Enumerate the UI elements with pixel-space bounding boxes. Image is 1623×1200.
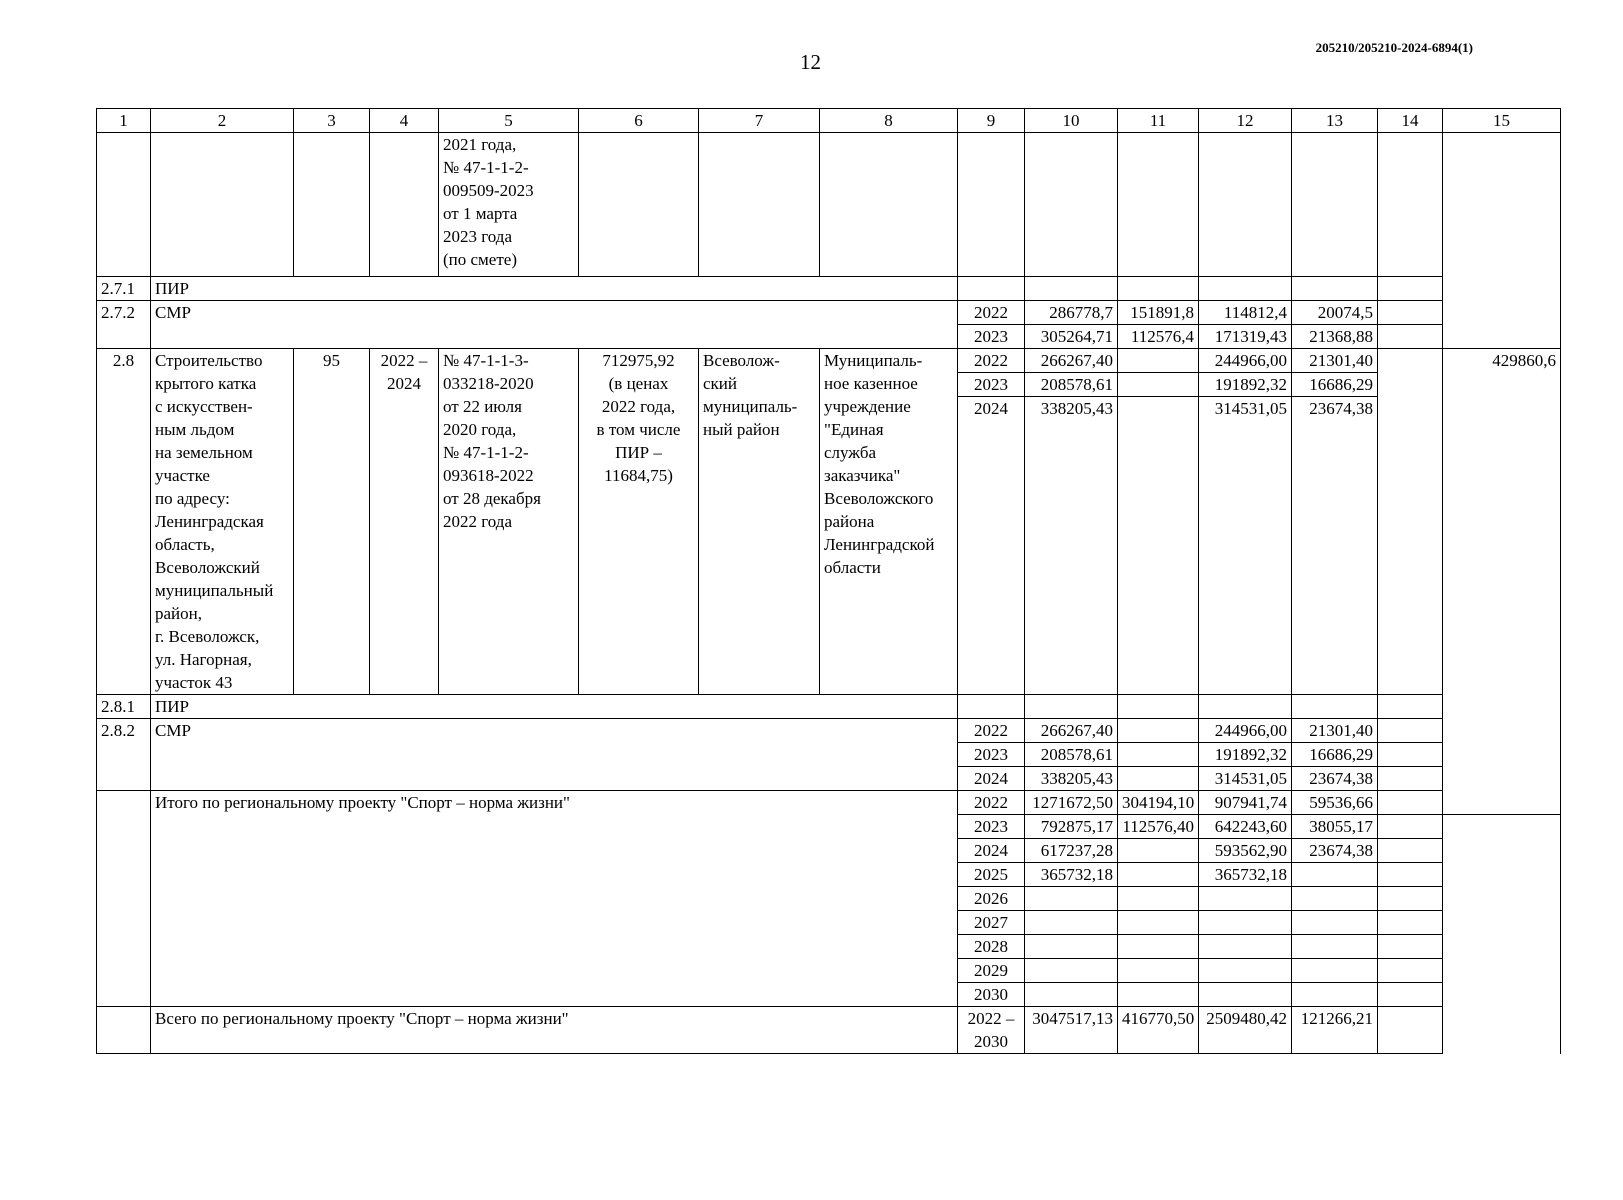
header-cell: 5 (439, 109, 579, 133)
value-cell: 266267,40 (1025, 719, 1118, 743)
object-name: Строительство крытого катка с искусствен- ным льдом на земельном участке по адресу: Ленинградская область, Всеволожский муниципальный район, г. Всеволожск, ул. Нагорная, участок 43 (151, 349, 294, 695)
budget-table-container (96, 108, 1560, 1054)
year-cell: 2030 (958, 983, 1025, 1007)
year-cell: 2022 (958, 349, 1025, 373)
value-cell (1118, 911, 1199, 935)
value-cell (1118, 767, 1199, 791)
value-cell (1292, 983, 1378, 1007)
year-cell: 2024 (958, 397, 1025, 695)
value-cell: 21301,40 (1292, 719, 1378, 743)
value-cell (1025, 887, 1118, 911)
page-number: 12 (800, 50, 821, 74)
value-cell: 23674,38 (1292, 397, 1378, 695)
value-cell (1118, 349, 1199, 373)
value-cell (1199, 959, 1292, 983)
row-label: ПИР (151, 277, 958, 301)
row-label: ПИР (151, 695, 958, 719)
row-number: 2.8.1 (97, 695, 151, 719)
value-cell: 314531,05 (1199, 767, 1292, 791)
value-cell: 21368,88 (1292, 325, 1378, 349)
header-cell: 14 (1378, 109, 1443, 133)
header-cell: 1 (97, 109, 151, 133)
capacity-cell: 95 (294, 349, 370, 695)
value-cell (1118, 887, 1199, 911)
year-cell: 2026 (958, 887, 1025, 911)
value-cell: 16686,29 (1292, 373, 1378, 397)
value-cell: 365732,18 (1025, 863, 1118, 887)
header-cell: 2 (151, 109, 294, 133)
year-cell: 2024 (958, 767, 1025, 791)
value-cell: 1271672,50 (1025, 791, 1118, 815)
value-cell (1118, 397, 1199, 695)
row-number: 2.7.1 (97, 277, 151, 301)
header-cell: 15 (1443, 109, 1561, 133)
value-cell: 304194,10 (1118, 791, 1199, 815)
value-cell (1025, 983, 1118, 1007)
header-cell: 8 (820, 109, 958, 133)
value-cell (1025, 911, 1118, 935)
value-cell (1025, 935, 1118, 959)
subtotal-label: Итого по региональному проекту "Спорт – норма жизни" (151, 791, 958, 1007)
value-cell (1118, 839, 1199, 863)
value-cell: 112576,4 (1118, 325, 1199, 349)
value-cell: 642243,60 (1199, 815, 1292, 839)
cost-cell: 712975,92 (в ценах 2022 года, в том числе ПИР – 11684,75) (579, 349, 699, 695)
year-cell: 2022 (958, 791, 1025, 815)
header-cell: 6 (579, 109, 699, 133)
year-cell: 2027 (958, 911, 1025, 935)
value-cell (1199, 887, 1292, 911)
value-cell (1292, 911, 1378, 935)
municipality-cell: Всеволож- ский муниципаль- ный район (699, 349, 820, 695)
header-cell: 13 (1292, 109, 1378, 133)
value-cell: 151891,8 (1118, 301, 1199, 325)
value-cell: 338205,43 (1025, 767, 1118, 791)
value-cell (1199, 983, 1292, 1007)
year-cell: 2028 (958, 935, 1025, 959)
remaining-cost-cell: 429860,6 (1443, 349, 1561, 815)
year-cell: 2025 (958, 863, 1025, 887)
value-cell (1118, 983, 1199, 1007)
value-cell: 2509480,42 (1199, 1007, 1292, 1054)
grand-total-row (97, 1007, 1561, 1054)
value-cell: 208578,61 (1025, 373, 1118, 397)
year-cell: 2023 (958, 815, 1025, 839)
value-cell (1292, 959, 1378, 983)
year-cell: 2029 (958, 959, 1025, 983)
value-cell (1118, 743, 1199, 767)
value-cell: 3047517,13 (1025, 1007, 1118, 1054)
value-cell: 20074,5 (1292, 301, 1378, 325)
header-cell: 4 (370, 109, 439, 133)
row-2-8 (97, 349, 1561, 373)
value-cell: 23674,38 (1292, 767, 1378, 791)
row-2-8-1 (97, 695, 1561, 719)
value-cell: 208578,61 (1025, 743, 1118, 767)
value-cell (1118, 373, 1199, 397)
year-cell: 2023 (958, 325, 1025, 349)
value-cell: 338205,43 (1025, 397, 1118, 695)
value-cell: 244966,00 (1199, 349, 1292, 373)
value-cell (1118, 959, 1199, 983)
header-cell: 7 (699, 109, 820, 133)
value-cell (1118, 935, 1199, 959)
row-number: 2.8 (97, 349, 151, 695)
value-cell (1199, 935, 1292, 959)
value-cell: 23674,38 (1292, 839, 1378, 863)
header-cell: 10 (1025, 109, 1118, 133)
header-cell: 11 (1118, 109, 1199, 133)
value-cell (1118, 863, 1199, 887)
row-label: СМР (151, 301, 958, 349)
value-cell: 191892,32 (1199, 373, 1292, 397)
continuation-row (97, 133, 1561, 277)
value-cell: 314531,05 (1199, 397, 1292, 695)
customer-cell: Муниципаль- ное казенное учреждение "Единая служба заказчика" Всеволожского района Ленинградской области (820, 349, 958, 695)
subtotal-row (97, 791, 1561, 815)
row-2-8-2 (97, 719, 1561, 743)
value-cell: 617237,28 (1025, 839, 1118, 863)
row-number: 2.7.2 (97, 301, 151, 349)
value-cell: 114812,4 (1199, 301, 1292, 325)
header-cell: 12 (1199, 109, 1292, 133)
year-cell: 2022 (958, 301, 1025, 325)
value-cell: 59536,66 (1292, 791, 1378, 815)
value-cell: 112576,40 (1118, 815, 1199, 839)
value-cell: 907941,74 (1199, 791, 1292, 815)
value-cell: 593562,90 (1199, 839, 1292, 863)
grand-total-label: Всего по региональному проекту "Спорт – норма жизни" (151, 1007, 958, 1054)
value-cell (1292, 887, 1378, 911)
year-cell: 2023 (958, 373, 1025, 397)
value-cell: 266267,40 (1025, 349, 1118, 373)
value-cell: 792875,17 (1025, 815, 1118, 839)
value-cell: 365732,18 (1199, 863, 1292, 887)
value-cell: 21301,40 (1292, 349, 1378, 373)
row-label: СМР (151, 719, 958, 791)
column-number-row (97, 109, 1561, 133)
value-cell (1199, 911, 1292, 935)
header-cell: 3 (294, 109, 370, 133)
year-cell: 2022 – 2030 (958, 1007, 1025, 1054)
value-cell: 38055,17 (1292, 815, 1378, 839)
period-cell: 2022 – 2024 (370, 349, 439, 695)
value-cell (1292, 935, 1378, 959)
approval-text: 2021 года, № 47-1-1-2- 009509-2023 от 1 марта 2023 года (по смете) (439, 133, 579, 277)
year-cell: 2023 (958, 743, 1025, 767)
header-cell: 9 (958, 109, 1025, 133)
document-id: 205210/205210-2024-6894(1) (1315, 40, 1473, 55)
year-cell: 2022 (958, 719, 1025, 743)
value-cell: 286778,7 (1025, 301, 1118, 325)
value-cell: 121266,21 (1292, 1007, 1378, 1054)
row-2-7-2 (97, 301, 1561, 325)
value-cell: 171319,43 (1199, 325, 1292, 349)
row-2-7-1 (97, 277, 1561, 301)
value-cell: 191892,32 (1199, 743, 1292, 767)
row-number: 2.8.2 (97, 719, 151, 791)
value-cell: 305264,71 (1025, 325, 1118, 349)
value-cell: 244966,00 (1199, 719, 1292, 743)
approval-text: № 47-1-1-3- 033218-2020 от 22 июля 2020 года, № 47-1-1-2- 093618-2022 от 28 декабря 2022 года (439, 349, 579, 695)
value-cell: 16686,29 (1292, 743, 1378, 767)
year-cell: 2024 (958, 839, 1025, 863)
value-cell: 416770,50 (1118, 1007, 1199, 1054)
value-cell (1292, 863, 1378, 887)
value-cell (1025, 959, 1118, 983)
budget-table (96, 108, 1561, 1054)
value-cell (1118, 719, 1199, 743)
